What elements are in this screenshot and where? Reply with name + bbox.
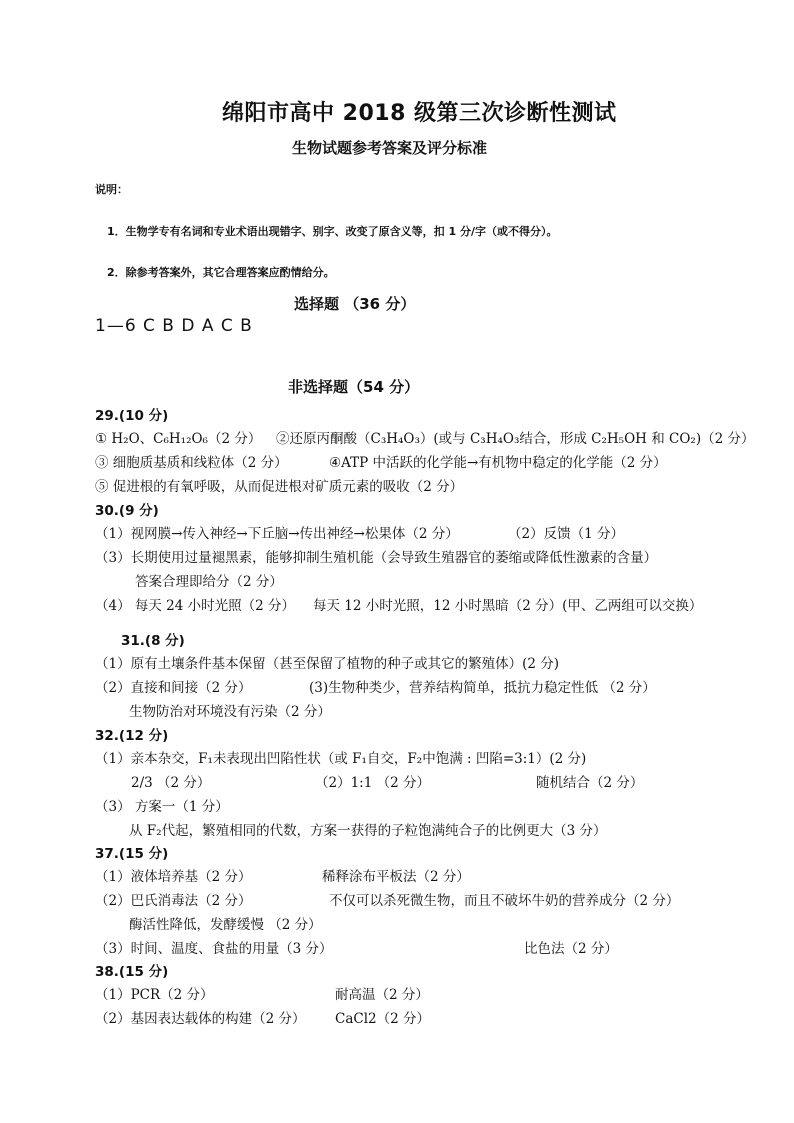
q32-line2b: （2）1:1 （2 分）	[315, 775, 430, 791]
q37-line2a: （2）巴氏消毒法（2 分）	[95, 893, 252, 909]
q31-line3: 生物防治对环境没有污染（2 分）	[129, 704, 331, 720]
q30-line1a: （1）视网膜→传入神经→下丘脑→传出神经→松果体（2 分）	[95, 526, 459, 542]
notes-label: 说明：	[95, 183, 128, 196]
q29-heading: 29.(10 分)	[95, 408, 169, 424]
nonchoice-heading: 非选择题（54 分）	[288, 378, 420, 396]
q29-line2a: ③ 细胞质基质和线粒体（2 分）	[95, 455, 288, 471]
page-subtitle: 生物试题参考答案及评分标准	[292, 139, 488, 157]
q37-heading: 37.(15 分)	[95, 846, 169, 862]
q32-line3: （3） 方案一（1 分）	[95, 799, 229, 815]
q30-line4b: 每天 12 小时光照，12 小时黑暗（2 分）(甲、乙两组可以交换）	[313, 598, 703, 614]
q38-heading: 38.(15 分)	[95, 964, 169, 980]
q29-line3: ⑤ 促进根的有氧呼吸，从而促进根对矿质元素的吸收（2 分）	[95, 479, 464, 495]
q31-heading: 31.(8 分)	[121, 633, 185, 649]
q31-line2a: （2）直接和间接（2 分）	[95, 680, 252, 696]
q37-line1b: 稀释涂布平板法（2 分）	[322, 869, 470, 885]
page-title: 绵阳市高中 2018 级第三次诊断性测试	[222, 101, 617, 126]
q30-heading: 30.(9 分)	[95, 503, 159, 519]
q37-line3: 酶活性降低，发酵缓慢 （2 分）	[129, 917, 322, 933]
q32-line2c: 随机结合（2 分）	[536, 775, 644, 791]
q37-line4a: （3）时间、温度、食盐的用量（3 分）	[95, 941, 333, 957]
choice-heading: 选择题 （36 分）	[294, 295, 416, 313]
q38-line2b: CaCl2（2 分）	[335, 1011, 430, 1027]
q32-line1: （1）亲本杂交，F₁未表现出凹陷性状（或 F₁自交，F₂中饱满 : 凹陷=3:1）(2 分)	[95, 751, 587, 767]
q30-line4a: （4） 每天 24 小时光照（2 分）	[95, 598, 296, 614]
q38-line1a: （1）PCR（2 分）	[95, 987, 214, 1003]
q29-line1b: ②还原丙酮酸（C₃H₄O₃）(或与 C₃H₄O₃结合，形成 C₂H₅OH 和 CO₂)（2 分）	[276, 431, 755, 447]
q38-line1b: 耐高温（2 分）	[335, 987, 429, 1003]
q29-line1a: ① H₂O、C₆H₁₂O₆（2 分）	[95, 431, 262, 447]
q32-line2a: 2/3 （2 分）	[131, 775, 211, 791]
q31-line2b: (3)生物种类少，营养结构简单，抵抗力稳定性低 （2 分）	[309, 680, 656, 696]
q30-line1b: （2）反馈（1 分）	[508, 526, 624, 542]
q30-line3: 答案合理即给分（2 分）	[135, 574, 283, 590]
note-item-2: 2．除参考答案外，其它合理答案应酌情给分。	[107, 266, 335, 279]
q30-line2: （3）长期使用过量褪黑素，能够抑制生殖机能（会导致生殖器官的萎缩或降低性激素的含量）	[95, 550, 658, 566]
q37-line2b: 不仅可以杀死微生物，而且不破坏牛奶的营养成分（2 分）	[329, 893, 680, 909]
q29-line2b: ④ATP 中活跃的化学能→有机物中稳定的化学能（2 分）	[329, 455, 667, 471]
q32-heading: 32.(12 分)	[95, 728, 169, 744]
q37-line4b: 比色法（2 分）	[524, 941, 618, 957]
q37-line1a: （1）液体培养基（2 分）	[95, 869, 252, 885]
q31-line1: （1）原有土壤条件基本保留（甚至保留了植物的种子或其它的繁殖体）(2 分)	[95, 656, 560, 672]
q32-line4: 从 F₂代起，繁殖相同的代数，方案一获得的子粒饱满纯合子的比例更大（3 分）	[129, 823, 607, 839]
choice-answers: 1—6 C B D A C B	[95, 316, 253, 336]
q38-line2a: （2）基因表达载体的构建（2 分）	[95, 1011, 306, 1027]
note-item-1: 1．生物学专有名词和专业术语出现错字、别字、改变了原含义等，扣 1 分/字（或不得分）。	[107, 225, 558, 238]
